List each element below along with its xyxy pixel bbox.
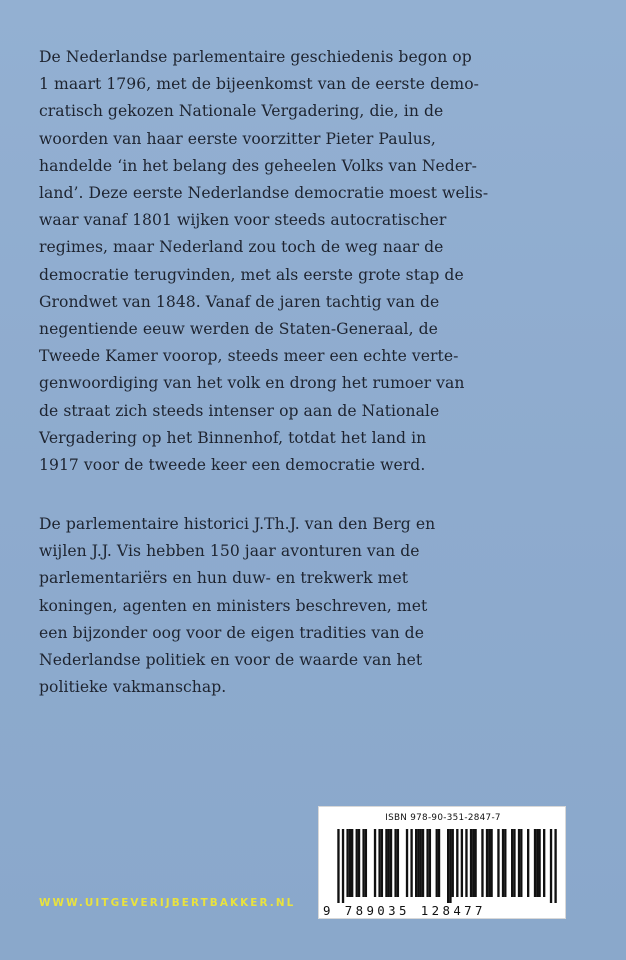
blurb-line: democratie terugvinden, met als eerste grote stap de bbox=[39, 265, 464, 284]
blurb-line: genwoordiging van het volk en drong het rumoer van bbox=[39, 374, 465, 393]
blurb-line: Tweede Kamer voorop, steeds meer een echte verte- bbox=[39, 347, 459, 366]
barcode-bar bbox=[465, 829, 467, 897]
barcode-bar bbox=[511, 829, 513, 897]
barcode-bar bbox=[342, 829, 344, 903]
barcode-bar bbox=[358, 829, 360, 897]
blurb-line: Grondwet van 1848. Vanaf de jaren tachtig van de bbox=[39, 292, 440, 311]
barcode-bar bbox=[470, 829, 472, 897]
barcode-bar bbox=[456, 829, 458, 897]
barcode-graphic bbox=[335, 829, 559, 903]
blurb-line: cratisch gekozen Nationale Vergadering, die, in de bbox=[39, 102, 444, 121]
blurb-line: Nederlandse politiek en voor de waarde van het bbox=[39, 651, 423, 670]
barcode-bar bbox=[513, 829, 515, 897]
barcode-bar bbox=[481, 829, 483, 897]
blurb-line: waar vanaf 1801 wijken voor steeds autocratischer bbox=[39, 211, 447, 230]
blurb-line: wijlen J.J. Vis hebben 150 jaar avonturen van de bbox=[39, 542, 420, 561]
barcode-bar bbox=[527, 829, 529, 897]
barcode-bar bbox=[351, 829, 353, 897]
blurb-line: handelde ‘in het belang des geheelen Volks van Neder- bbox=[39, 156, 477, 175]
barcode-bar bbox=[374, 829, 376, 897]
barcode-bar bbox=[461, 829, 463, 897]
barcode-bar bbox=[534, 829, 536, 897]
barcode-bar bbox=[365, 829, 367, 897]
barcode-bar bbox=[504, 829, 506, 897]
barcode-bar bbox=[406, 829, 408, 897]
barcode-bar bbox=[518, 829, 520, 897]
barcode-bar bbox=[554, 829, 556, 903]
barcode-bar bbox=[543, 829, 545, 897]
barcode-bar bbox=[410, 829, 412, 897]
blurb-line: land’. Deze eerste Nederlandse democratie moest welis- bbox=[39, 184, 489, 203]
barcode-bar bbox=[438, 829, 440, 897]
blurb-line: 1 maart 1796, met de bijeenkomst van de eerste demo- bbox=[39, 75, 479, 94]
blurb-line: de straat zich steeds intenser op aan de Nationale bbox=[39, 401, 440, 420]
barcode-bar bbox=[497, 829, 499, 897]
barcode-bar bbox=[472, 829, 474, 897]
blurb-line: 1917 voor de tweede keer een democratie werd. bbox=[39, 456, 426, 475]
barcode-bar bbox=[486, 829, 488, 897]
publisher-website: WWW.UITGEVERIJBERTBAKKER.NL bbox=[39, 897, 296, 909]
barcode-bar bbox=[397, 829, 399, 897]
barcode-bar bbox=[388, 829, 390, 897]
barcode-bar bbox=[452, 829, 454, 897]
barcode-bar bbox=[488, 829, 490, 897]
blurb-line: negentiende eeuw werden de Staten-Generaal, de bbox=[39, 320, 438, 339]
barcode-bar bbox=[385, 829, 387, 897]
barcode-bar bbox=[346, 829, 348, 897]
barcode-bar bbox=[417, 829, 419, 897]
barcode-bar bbox=[520, 829, 522, 897]
barcode-bar bbox=[447, 829, 449, 903]
barcode-bar bbox=[362, 829, 364, 897]
blurb-line: regimes, maar Nederland zou toch de weg naar de bbox=[39, 238, 444, 257]
blurb-line: parlementariërs en hun duw- en trekwerk met bbox=[39, 569, 409, 588]
barcode-bar bbox=[426, 829, 428, 897]
barcode-bar bbox=[394, 829, 396, 897]
barcode-digits: 9 789035 128477 bbox=[323, 903, 486, 918]
blurb-line: De Nederlandse parlementaire geschiedenis begon op bbox=[39, 48, 472, 66]
blurb-line: woorden van haar eerste voorzitter Pieter Paulus, bbox=[39, 129, 436, 148]
barcode-bar bbox=[349, 829, 351, 897]
barcode-bar bbox=[538, 829, 540, 897]
blurb-paragraph-1 bbox=[39, 44, 599, 479]
isbn-label: ISBN 978-90-351-2847-7 bbox=[385, 813, 501, 823]
isbn-barcode bbox=[318, 806, 566, 919]
barcode-bar bbox=[420, 829, 422, 897]
barcode-bar bbox=[356, 829, 358, 897]
barcode-bar bbox=[422, 829, 424, 897]
barcode-bar bbox=[490, 829, 492, 897]
barcode-bar bbox=[436, 829, 438, 897]
barcode-bar bbox=[474, 829, 476, 897]
blurb-line: een bijzonder oog voor de eigen tradities van de bbox=[39, 623, 424, 642]
barcode-bar bbox=[415, 829, 417, 897]
barcode-bar bbox=[381, 829, 383, 897]
blurb-line: Vergadering op het Binnenhof, totdat het land in bbox=[39, 428, 427, 447]
blurb-line: koningen, agenten en ministers beschreven, met bbox=[39, 596, 428, 615]
blurb-paragraph-2 bbox=[39, 511, 599, 701]
barcode-bar bbox=[502, 829, 504, 897]
barcode-bar bbox=[378, 829, 380, 897]
barcode-bar bbox=[536, 829, 538, 897]
barcode-bar bbox=[390, 829, 392, 897]
blurb-line: politieke vakmanschap. bbox=[39, 678, 227, 697]
blurb-line: De parlementaire historici J.Th.J. van den Berg en bbox=[39, 515, 436, 533]
barcode-bars bbox=[335, 829, 559, 903]
barcode-bar bbox=[449, 829, 451, 903]
barcode-bar bbox=[429, 829, 431, 897]
barcode-bar bbox=[550, 829, 552, 903]
barcode-bar bbox=[337, 829, 339, 903]
